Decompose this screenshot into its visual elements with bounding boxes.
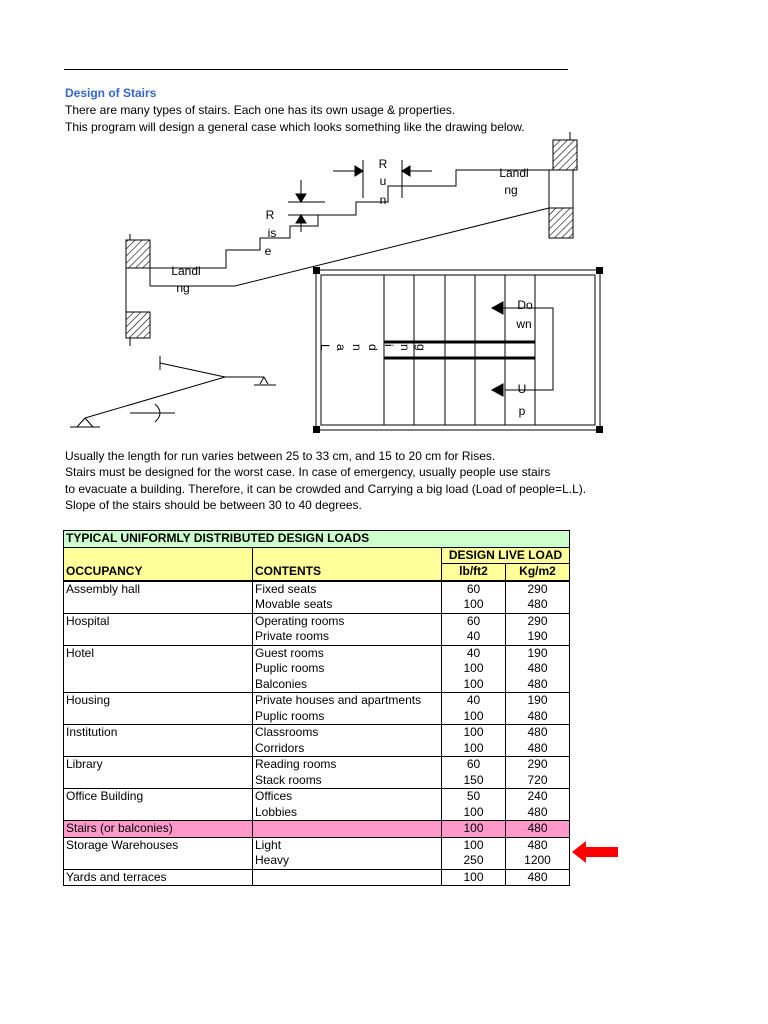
lb-ft2-cell: 100 (442, 837, 506, 853)
occupancy-cell (64, 661, 253, 677)
table-row (64, 677, 570, 693)
contents-cell: Classrooms (253, 725, 442, 741)
table-row (64, 789, 570, 805)
contents-cell: Private houses and apartments (253, 693, 442, 709)
column-lb-ft2: lb/ft2 (442, 564, 506, 581)
kg-m2-cell: 720 (506, 773, 570, 789)
kg-m2-cell: 190 (506, 693, 570, 709)
lb-ft2-cell: 100 (442, 741, 506, 757)
intro-line-1: There are many types of stairs. Each one has its own usage & properties. (65, 103, 456, 117)
contents-cell: Light (253, 837, 442, 853)
table-row (64, 837, 570, 853)
occupancy-cell: Storage Warehouses (64, 837, 253, 853)
contents-cell: Puplic rooms (253, 661, 442, 677)
svg-text:i: i (382, 344, 396, 347)
up-label: U (517, 382, 527, 396)
svg-text:n: n (398, 344, 412, 351)
contents-cell: Guest rooms (253, 645, 442, 661)
landing-top-label: Landi (499, 166, 529, 180)
note-line-2: Stairs must be designed for the worst case. In case of emergency, usually people use stairs (65, 465, 551, 479)
lb-ft2-cell: 100 (442, 677, 506, 693)
table-title: TYPICAL UNIFORMLY DISTRIBUTED DESIGN LOADS (64, 531, 570, 548)
svg-text:ng: ng (504, 183, 518, 197)
svg-text:ng: ng (176, 281, 190, 295)
occupancy-cell (64, 597, 253, 613)
contents-cell: Offices (253, 789, 442, 805)
table-row (64, 597, 570, 613)
kg-m2-cell: 480 (506, 725, 570, 741)
occupancy-cell (64, 853, 253, 869)
intro-line-2: This program will design a general case which looks something like the drawing below. (65, 120, 525, 134)
table-row (64, 821, 570, 838)
table-row (64, 629, 570, 645)
contents-cell: Fixed seats (253, 581, 442, 598)
table-row (64, 869, 570, 886)
lb-ft2-cell: 100 (442, 805, 506, 821)
table-row (64, 805, 570, 821)
occupancy-cell (64, 741, 253, 757)
table-row (64, 773, 570, 789)
top-rule (64, 69, 568, 70)
occupancy-cell (64, 677, 253, 693)
lb-ft2-cell: 40 (442, 645, 506, 661)
kg-m2-cell: 480 (506, 677, 570, 693)
right-wall-bottom (549, 208, 573, 238)
lb-ft2-cell: 100 (442, 661, 506, 677)
stair-profile (150, 170, 553, 268)
rise-label: R (265, 208, 275, 222)
svg-text:a: a (334, 344, 348, 351)
occupancy-cell: Hospital (64, 613, 253, 629)
kg-m2-cell: 480 (506, 741, 570, 757)
occupancy-cell: Office Building (64, 789, 253, 805)
lb-ft2-cell: 40 (442, 693, 506, 709)
occupancy-cell: Yards and terraces (64, 869, 253, 886)
lb-ft2-cell: 100 (442, 821, 506, 838)
contents-cell: Operating rooms (253, 613, 442, 629)
lb-ft2-cell: 150 (442, 773, 506, 789)
design-loads-table (63, 530, 570, 886)
design-live-load-header: DESIGN LIVE LOAD (442, 547, 570, 564)
plan-landing-label (318, 344, 428, 351)
stair-soffit (150, 208, 549, 286)
svg-text:is: is (267, 226, 277, 240)
lb-ft2-cell: 250 (442, 853, 506, 869)
table-row (64, 757, 570, 773)
svg-text:e: e (264, 244, 272, 258)
table-row (64, 853, 570, 869)
table-row (64, 741, 570, 757)
kg-m2-cell: 240 (506, 789, 570, 805)
kg-m2-cell: 290 (506, 581, 570, 598)
lb-ft2-cell: 60 (442, 613, 506, 629)
table-row (64, 581, 570, 598)
kg-m2-cell: 480 (506, 661, 570, 677)
lb-ft2-cell: 100 (442, 869, 506, 886)
run-label: R (378, 157, 388, 171)
contents-cell: Balconies (253, 677, 442, 693)
note-line-4: Slope of the stairs should be between 30 to 40 degrees. (65, 498, 362, 512)
kg-m2-cell: 290 (506, 757, 570, 773)
svg-text:d: d (366, 344, 380, 351)
kg-m2-cell: 480 (506, 821, 570, 838)
contents-cell: Heavy (253, 853, 442, 869)
table-row (64, 693, 570, 709)
occupancy-cell: Assembly hall (64, 581, 253, 598)
contents-cell (253, 821, 442, 838)
table-title-row (64, 531, 570, 548)
column-kg-m2: Kg/m2 (506, 564, 570, 581)
highlight-arrow-icon (572, 841, 620, 863)
kg-m2-cell: 480 (506, 805, 570, 821)
svg-text:n: n (379, 193, 387, 207)
lb-ft2-cell: 50 (442, 789, 506, 805)
lb-ft2-cell: 40 (442, 629, 506, 645)
kg-m2-cell: 290 (506, 613, 570, 629)
svg-text:n: n (350, 344, 364, 351)
svg-text:g: g (414, 344, 428, 351)
contents-cell: Reading rooms (253, 757, 442, 773)
page-title: Design of Stairs (65, 86, 157, 100)
kg-m2-cell: 190 (506, 645, 570, 661)
contents-cell: Stack rooms (253, 773, 442, 789)
kg-m2-cell: 480 (506, 709, 570, 725)
lb-ft2-cell: 100 (442, 709, 506, 725)
kg-m2-cell: 480 (506, 837, 570, 853)
lb-ft2-cell: 60 (442, 757, 506, 773)
table-row (64, 661, 570, 677)
occupancy-cell: Hotel (64, 645, 253, 661)
kg-m2-cell: 480 (506, 597, 570, 613)
occupancy-cell: Library (64, 757, 253, 773)
occupancy-cell (64, 629, 253, 645)
svg-text:L: L (318, 344, 332, 351)
plan-outline (316, 270, 600, 430)
left-wall-top (126, 240, 150, 268)
column-contents: CONTENTS (253, 564, 442, 581)
kg-m2-cell: 480 (506, 869, 570, 886)
table-row (64, 709, 570, 725)
contents-cell: Movable seats (253, 597, 442, 613)
contents-cell: Corridors (253, 741, 442, 757)
lb-ft2-cell: 100 (442, 597, 506, 613)
kg-m2-cell: 1200 (506, 853, 570, 869)
svg-text:p: p (518, 404, 526, 418)
table-row (64, 645, 570, 661)
table-row (64, 613, 570, 629)
occupancy-cell (64, 709, 253, 725)
column-occupancy: OCCUPANCY (64, 564, 253, 581)
contents-cell: Private rooms (253, 629, 442, 645)
occupancy-cell (64, 773, 253, 789)
note-line-1: Usually the length for run varies between 25 to 33 cm, and 15 to 20 cm for Rises. (65, 449, 496, 463)
contents-cell (253, 869, 442, 886)
contents-cell: Lobbies (253, 805, 442, 821)
occupancy-cell (64, 805, 253, 821)
lb-ft2-cell: 60 (442, 581, 506, 598)
table-row (64, 725, 570, 741)
occupancy-cell: Housing (64, 693, 253, 709)
svg-text:wn: wn (516, 317, 532, 331)
occupancy-cell: Stairs (or balconies) (64, 821, 253, 838)
landing-left-label: Landi (171, 264, 201, 278)
contents-cell: Puplic rooms (253, 709, 442, 725)
svg-text:u: u (379, 174, 387, 188)
occupancy-cell: Institution (64, 725, 253, 741)
kg-m2-cell: 190 (506, 629, 570, 645)
note-line-3: to evacuate a building. Therefore, it can be crowded and Carrying a big load (Load of people=L.L). (65, 482, 587, 496)
down-label: Do (517, 298, 533, 312)
left-wall-bottom (126, 312, 150, 338)
right-wall-top (553, 140, 577, 170)
lb-ft2-cell: 100 (442, 725, 506, 741)
